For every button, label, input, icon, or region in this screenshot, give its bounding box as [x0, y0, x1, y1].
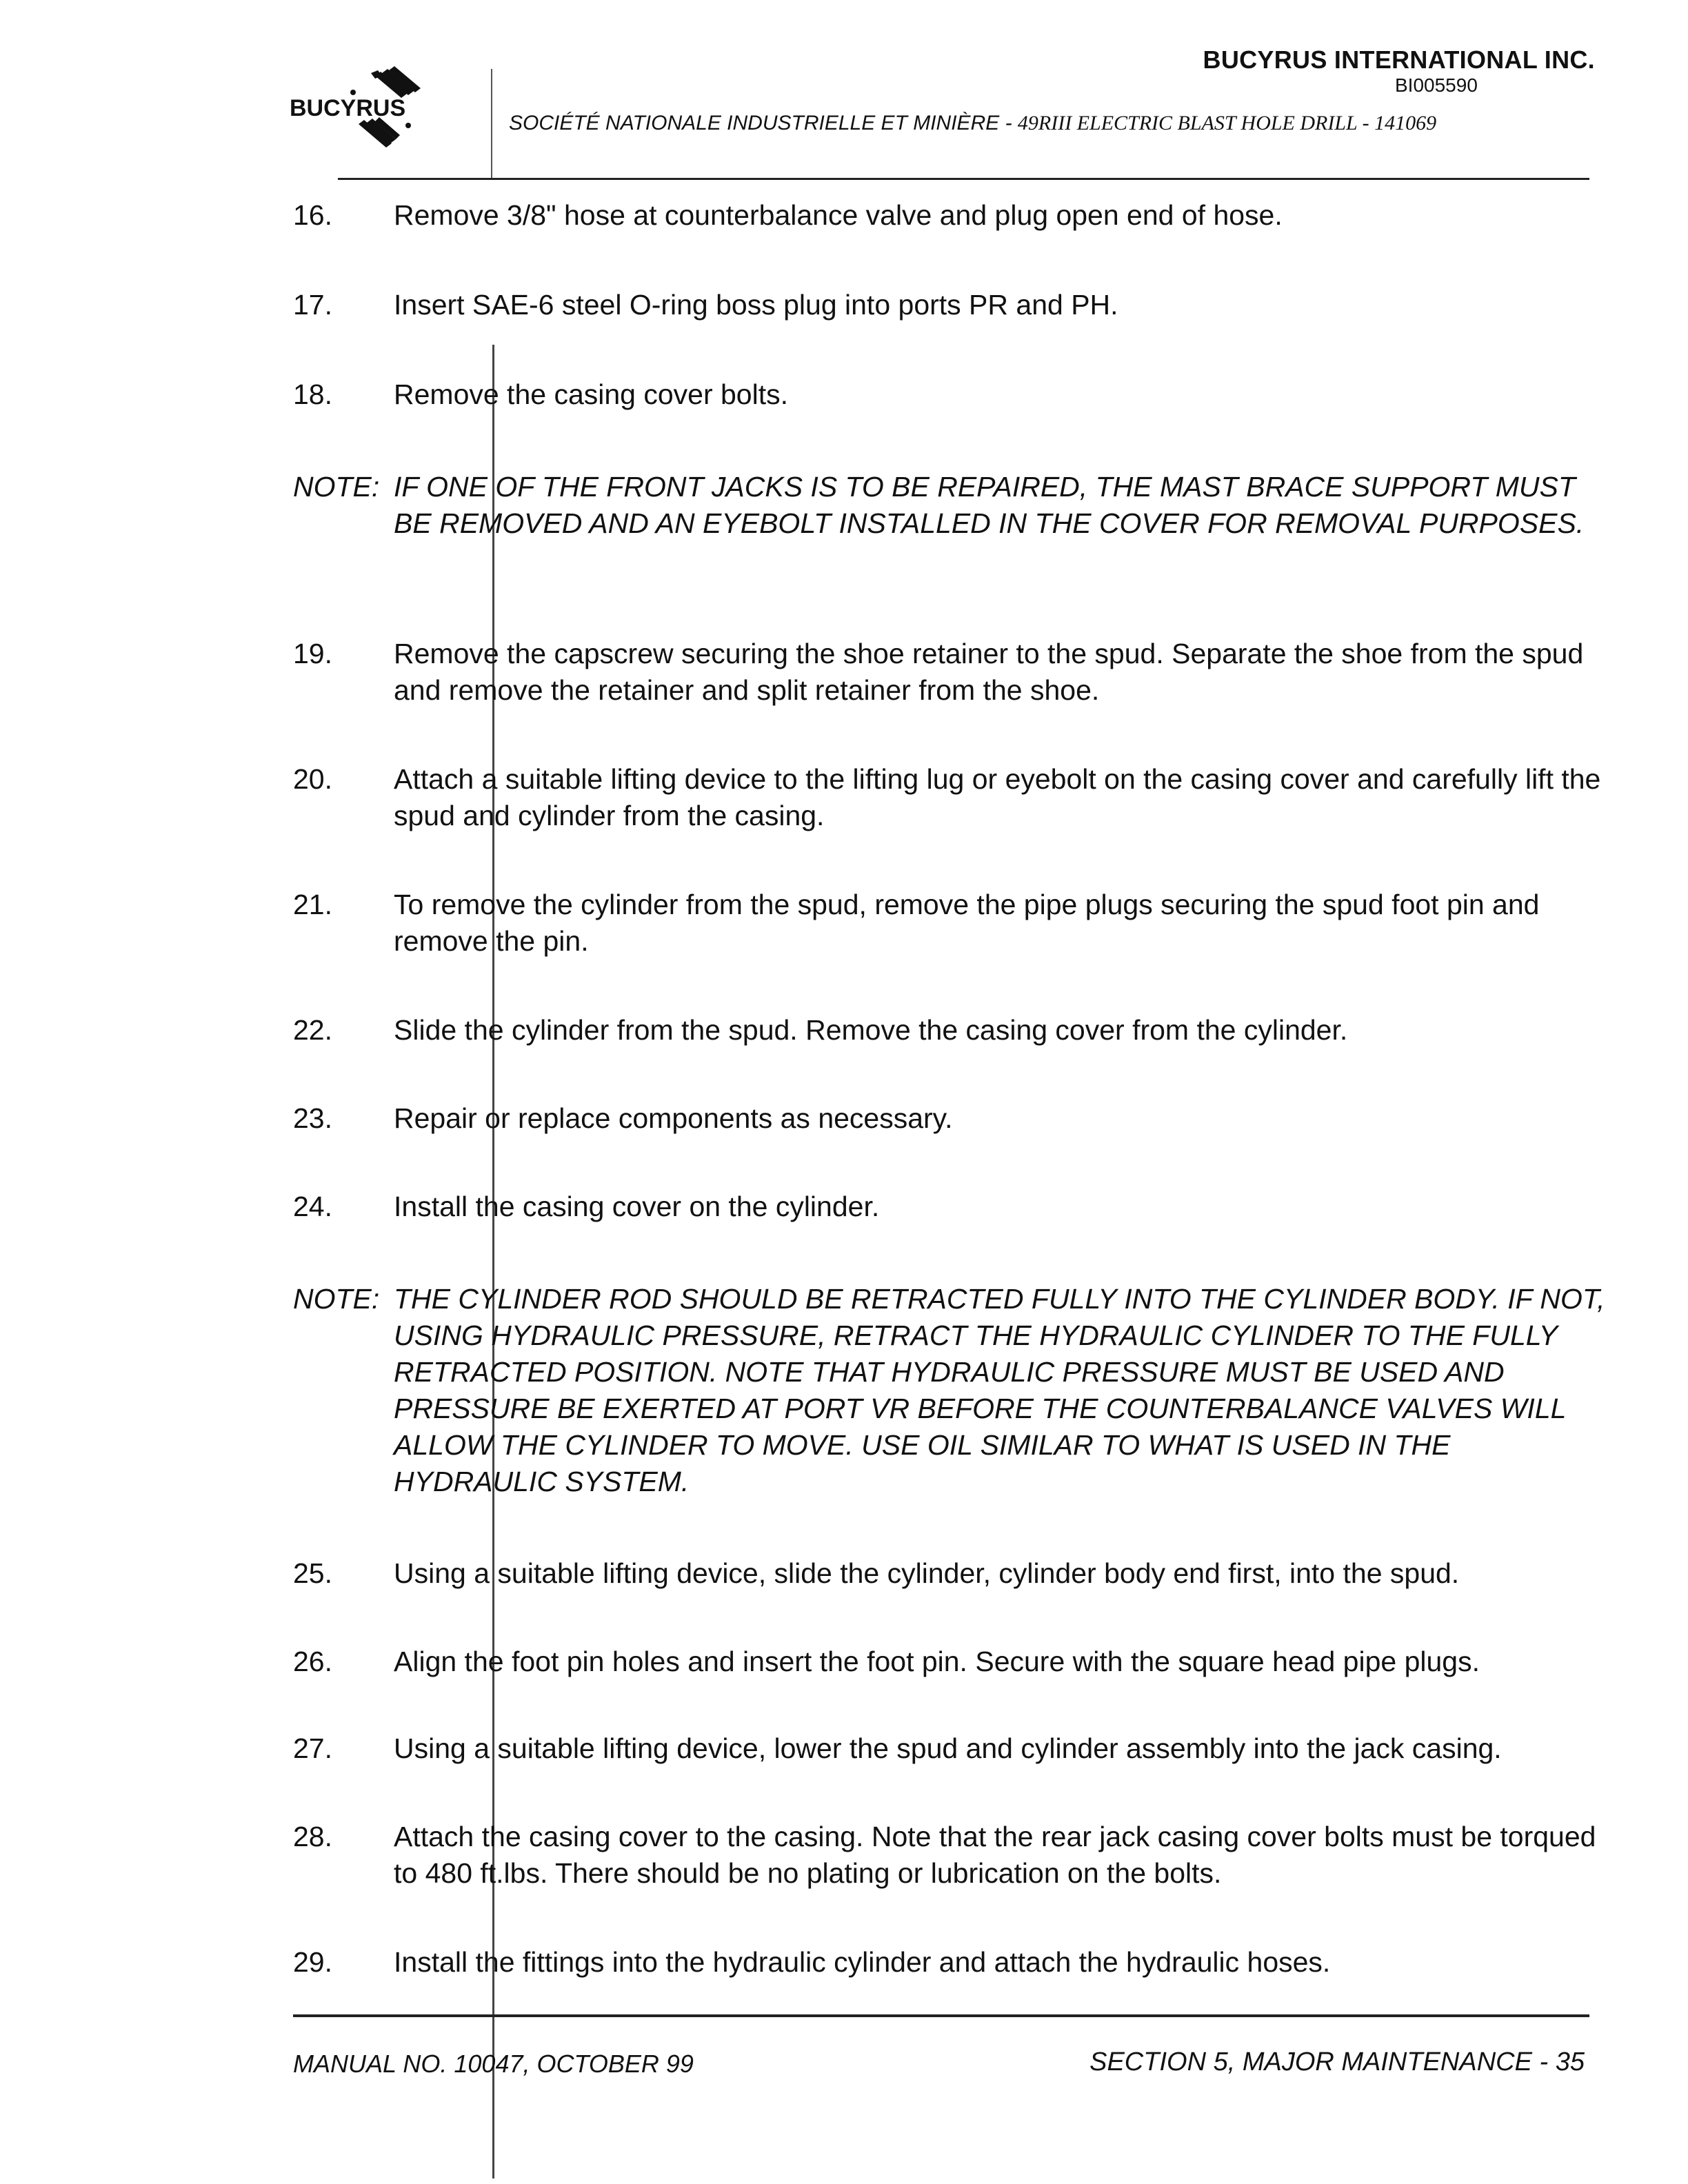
step-text: Remove the casing cover bolts. — [394, 378, 788, 410]
step-number: 18. — [293, 378, 332, 410]
step-number: 24. — [293, 1191, 332, 1222]
bucyrus-logo — [290, 66, 441, 156]
note-text: THE CYLINDER ROD SHOULD BE RETRACTED FULLY INTO THE CYLINDER BODY. IF NOT, USING HYDRAULIC PRESSURE, RETRACT THE HYDRAULIC CYLINDER TO THE FULLY RETRACTED POSITION. NOTE THAT HYDRAULIC PRESSURE MUST BE USED AND PRESSURE BE EXERTED AT PORT VR BEFORE THE COUNTERBALANCE VALVES WILL ALLOW THE CYLINDER TO MOVE. USE OIL SIMILAR TO WHAT IS USED IN THE HYDRAULIC SYSTEM. — [394, 1283, 1605, 1497]
step-number: 17. — [293, 289, 332, 321]
step-text: Using a suitable lifting device, lower the spud and cylinder assembly into the jack casing. — [394, 1732, 1502, 1764]
footer-rule — [293, 2014, 1589, 2017]
logo-wordmark: BUCYRUS — [290, 95, 406, 121]
subtitle-equipment: 49RIII ELECTRIC BLAST HOLE DRILL - 141069 — [1017, 112, 1437, 134]
step-text: Insert SAE-6 steel O-ring boss plug into ports PR and PH. — [394, 289, 1118, 321]
step-number: 26. — [293, 1646, 332, 1677]
company-name: BUCYRUS INTERNATIONAL INC. — [1203, 46, 1595, 74]
step-text: Attach the casing cover to the casing. Note that the rear jack casing cover bolts must be torqued to 480 ft.lbs. There should be no plating or lubrication on the bolts. — [394, 1821, 1596, 1889]
step-number: 20. — [293, 763, 332, 795]
step-number: 16. — [293, 199, 332, 231]
subtitle-organization: SOCIÉTÉ NATIONALE INDUSTRIELLE ET MINIÈRE - — [509, 112, 1018, 134]
step-text: Align the foot pin holes and insert the foot pin. Secure with the square head pipe plugs. — [394, 1646, 1480, 1677]
note-label: NOTE: — [293, 1283, 380, 1315]
step-number: 19. — [293, 638, 332, 669]
step-text: Install the casing cover on the cylinder. — [394, 1191, 880, 1222]
document-id: BI005590 — [1395, 74, 1478, 96]
step-number: 28. — [293, 1821, 332, 1852]
footer-manual-info: MANUAL NO. 10047, OCTOBER 99 — [293, 2050, 694, 2078]
step-text: Install the fittings into the hydraulic cylinder and attach the hydraulic hoses. — [394, 1946, 1331, 1978]
step-number: 22. — [293, 1014, 332, 1046]
scan-artifact-line — [492, 345, 494, 2178]
step-text: Slide the cylinder from the spud. Remove the casing cover from the cylinder. — [394, 1014, 1348, 1046]
header-rule — [338, 178, 1589, 180]
step-number: 29. — [293, 1946, 332, 1978]
step-number: 21. — [293, 889, 332, 920]
step-number: 23. — [293, 1102, 332, 1134]
step-text: To remove the cylinder from the spud, remove the pipe plugs securing the spud foot pin and remove the pin. — [394, 889, 1540, 957]
step-text: Repair or replace components as necessary. — [394, 1102, 953, 1134]
step-text: Attach a suitable lifting device to the lifting lug or eyebolt on the casing cover and carefully lift the spud and cylinder from the casing. — [394, 763, 1601, 831]
step-text: Using a suitable lifting device, slide the cylinder, cylinder body end first, into the spud. — [394, 1557, 1460, 1589]
note-text: IF ONE OF THE FRONT JACKS IS TO BE REPAIRED, THE MAST BRACE SUPPORT MUST BE REMOVED AND AN EYEBOLT INSTALLED IN THE COVER FOR REMOVAL PURPOSES. — [394, 471, 1585, 539]
header-divider — [491, 69, 492, 179]
note-label: NOTE: — [293, 471, 380, 503]
step-text: Remove 3/8" hose at counterbalance valve and plug open end of hose. — [394, 199, 1283, 231]
header-subtitle — [509, 112, 1436, 135]
footer-section-page: SECTION 5, MAJOR MAINTENANCE - 35 — [1089, 2048, 1585, 2076]
step-number: 27. — [293, 1732, 332, 1764]
step-number: 25. — [293, 1557, 332, 1589]
step-text: Remove the capscrew securing the shoe retainer to the spud. Separate the shoe from the spud and remove the retainer and split retainer from the shoe. — [394, 638, 1584, 706]
